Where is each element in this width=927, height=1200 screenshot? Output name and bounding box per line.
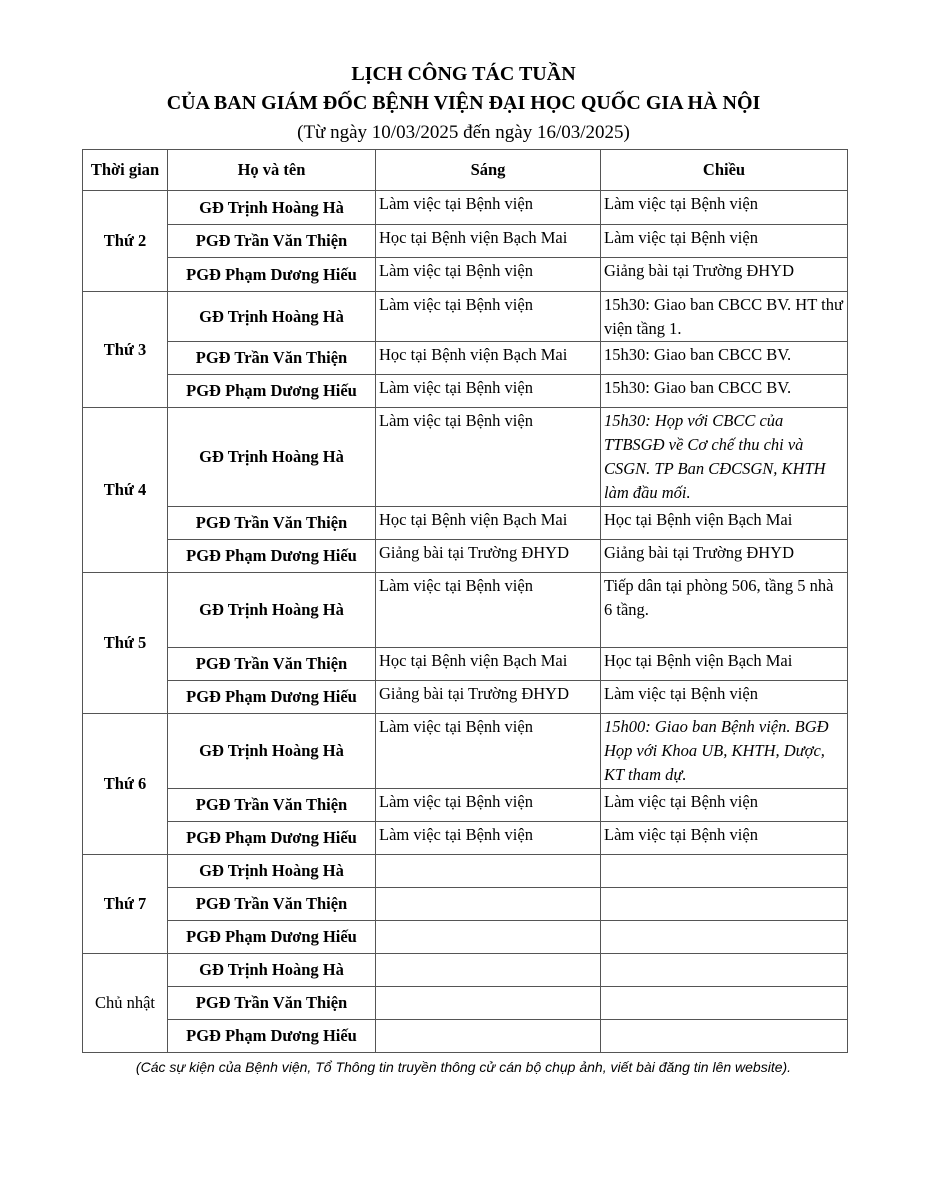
person-name: PGĐ Phạm Dương Hiếu (168, 1020, 376, 1053)
person-name: PGĐ Phạm Dương Hiếu (168, 258, 376, 292)
person-name: GĐ Trịnh Hoàng Hà (168, 714, 376, 789)
afternoon-cell: Làm việc tại Bệnh viện (601, 822, 848, 855)
person-name: PGĐ Trần Văn Thiện (168, 648, 376, 681)
afternoon-cell: 15h30: Giao ban CBCC BV. (601, 342, 848, 375)
afternoon-cell (601, 987, 848, 1020)
morning-cell: Giảng bài tại Trường ĐHYD (376, 540, 601, 573)
person-name: GĐ Trịnh Hoàng Hà (168, 408, 376, 507)
table-row (83, 987, 848, 1020)
afternoon-cell (601, 1020, 848, 1053)
morning-cell (376, 954, 601, 987)
afternoon-cell (601, 855, 848, 888)
afternoon-cell: Giảng bài tại Trường ĐHYD (601, 258, 848, 292)
afternoon-cell (601, 888, 848, 921)
afternoon-cell: Giảng bài tại Trường ĐHYD (601, 540, 848, 573)
table-row (83, 789, 848, 822)
person-name: PGĐ Trần Văn Thiện (168, 888, 376, 921)
footnote: (Các sự kiện của Bệnh viện, Tổ Thông tin truyền thông cử cán bộ chụp ảnh, viết bài đăng tin lên website). (135, 1059, 792, 1075)
person-name: PGĐ Trần Văn Thiện (168, 225, 376, 258)
table-row (83, 714, 848, 789)
morning-cell: Làm việc tại Bệnh viện (376, 789, 601, 822)
table-row (83, 507, 848, 540)
table-row (83, 822, 848, 855)
morning-cell (376, 987, 601, 1020)
table-row (83, 573, 848, 648)
person-name: PGĐ Trần Văn Thiện (168, 507, 376, 540)
person-name: GĐ Trịnh Hoàng Hà (168, 191, 376, 225)
afternoon-cell (601, 954, 848, 987)
document-title-line2: CỦA BAN GIÁM ĐỐC BỆNH VIỆN ĐẠI HỌC QUỐC GIA HÀ NỘI (166, 92, 761, 114)
morning-cell: Làm việc tại Bệnh viện (376, 258, 601, 292)
person-name: PGĐ Phạm Dương Hiếu (168, 375, 376, 408)
morning-cell: Làm việc tại Bệnh viện (376, 375, 601, 408)
column-header-afternoon: Chiều (601, 150, 848, 191)
date-range: (Từ ngày 10/03/2025 đến ngày 16/03/2025) (297, 122, 630, 143)
afternoon-cell (601, 921, 848, 954)
afternoon-cell: 15h30: Giao ban CBCC BV. (601, 375, 848, 408)
table-row (83, 191, 848, 225)
morning-cell: Học tại Bệnh viện Bạch Mai (376, 648, 601, 681)
person-name: GĐ Trịnh Hoàng Hà (168, 292, 376, 342)
table-row (83, 1020, 848, 1053)
table-row (83, 258, 848, 292)
afternoon-cell: Học tại Bệnh viện Bạch Mai (601, 507, 848, 540)
morning-cell: Làm việc tại Bệnh viện (376, 573, 601, 648)
table-row (83, 855, 848, 888)
table-row (83, 292, 848, 342)
table-row (83, 921, 848, 954)
person-name: PGĐ Phạm Dương Hiếu (168, 681, 376, 714)
column-header-time: Thời gian (83, 150, 168, 191)
morning-cell (376, 855, 601, 888)
afternoon-cell: Tiếp dân tại phòng 506, tầng 5 nhà 6 tầng. (601, 573, 848, 648)
person-name: PGĐ Phạm Dương Hiếu (168, 921, 376, 954)
morning-cell: Làm việc tại Bệnh viện (376, 292, 601, 342)
table-row (83, 408, 848, 507)
morning-cell: Làm việc tại Bệnh viện (376, 191, 601, 225)
person-name: PGĐ Trần Văn Thiện (168, 789, 376, 822)
morning-cell (376, 1020, 601, 1053)
morning-cell: Học tại Bệnh viện Bạch Mai (376, 225, 601, 258)
table-row (83, 342, 848, 375)
afternoon-cell: 15h00: Giao ban Bệnh viện. BGĐ Họp với Khoa UB, KHTH, Dược, KT tham dự. (601, 714, 848, 789)
person-name: PGĐ Phạm Dương Hiếu (168, 540, 376, 573)
day-label: Thứ 3 (83, 292, 168, 408)
afternoon-cell: Học tại Bệnh viện Bạch Mai (601, 648, 848, 681)
column-header-name: Họ và tên (168, 150, 376, 191)
morning-cell (376, 921, 601, 954)
table-row (83, 648, 848, 681)
day-label: Chủ nhật (83, 954, 168, 1053)
table-header-row (83, 150, 848, 191)
day-label: Thứ 7 (83, 855, 168, 954)
afternoon-cell: 15h30: Họp với CBCC của TTBSGĐ về Cơ chế thu chi và CSGN. TP Ban CĐCSGN, KHTH làm đầu mối. (601, 408, 848, 507)
table-row (83, 888, 848, 921)
afternoon-cell: Làm việc tại Bệnh viện (601, 225, 848, 258)
morning-cell: Làm việc tại Bệnh viện (376, 714, 601, 789)
afternoon-cell: Làm việc tại Bệnh viện (601, 789, 848, 822)
morning-cell: Làm việc tại Bệnh viện (376, 408, 601, 507)
table-row (83, 954, 848, 987)
day-label: Thứ 4 (83, 408, 168, 573)
person-name: GĐ Trịnh Hoàng Hà (168, 855, 376, 888)
column-header-morning: Sáng (376, 150, 601, 191)
person-name: PGĐ Trần Văn Thiện (168, 987, 376, 1020)
document-title: LỊCH CÔNG TÁC TUẦN (351, 63, 576, 85)
person-name: PGĐ Phạm Dương Hiếu (168, 822, 376, 855)
day-label: Thứ 5 (83, 573, 168, 714)
afternoon-cell: Làm việc tại Bệnh viện (601, 681, 848, 714)
person-name: GĐ Trịnh Hoàng Hà (168, 954, 376, 987)
table-row (83, 225, 848, 258)
day-label: Thứ 6 (83, 714, 168, 855)
table-row (83, 375, 848, 408)
morning-cell: Học tại Bệnh viện Bạch Mai (376, 342, 601, 375)
table-row (83, 681, 848, 714)
person-name: PGĐ Trần Văn Thiện (168, 342, 376, 375)
schedule-table (82, 149, 848, 1053)
morning-cell (376, 888, 601, 921)
morning-cell: Học tại Bệnh viện Bạch Mai (376, 507, 601, 540)
afternoon-cell: 15h30: Giao ban CBCC BV. HT thư viện tầng 1. (601, 292, 848, 342)
morning-cell: Làm việc tại Bệnh viện (376, 822, 601, 855)
person-name: GĐ Trịnh Hoàng Hà (168, 573, 376, 648)
afternoon-cell: Làm việc tại Bệnh viện (601, 191, 848, 225)
morning-cell: Giảng bài tại Trường ĐHYD (376, 681, 601, 714)
table-row (83, 540, 848, 573)
day-label: Thứ 2 (83, 191, 168, 292)
